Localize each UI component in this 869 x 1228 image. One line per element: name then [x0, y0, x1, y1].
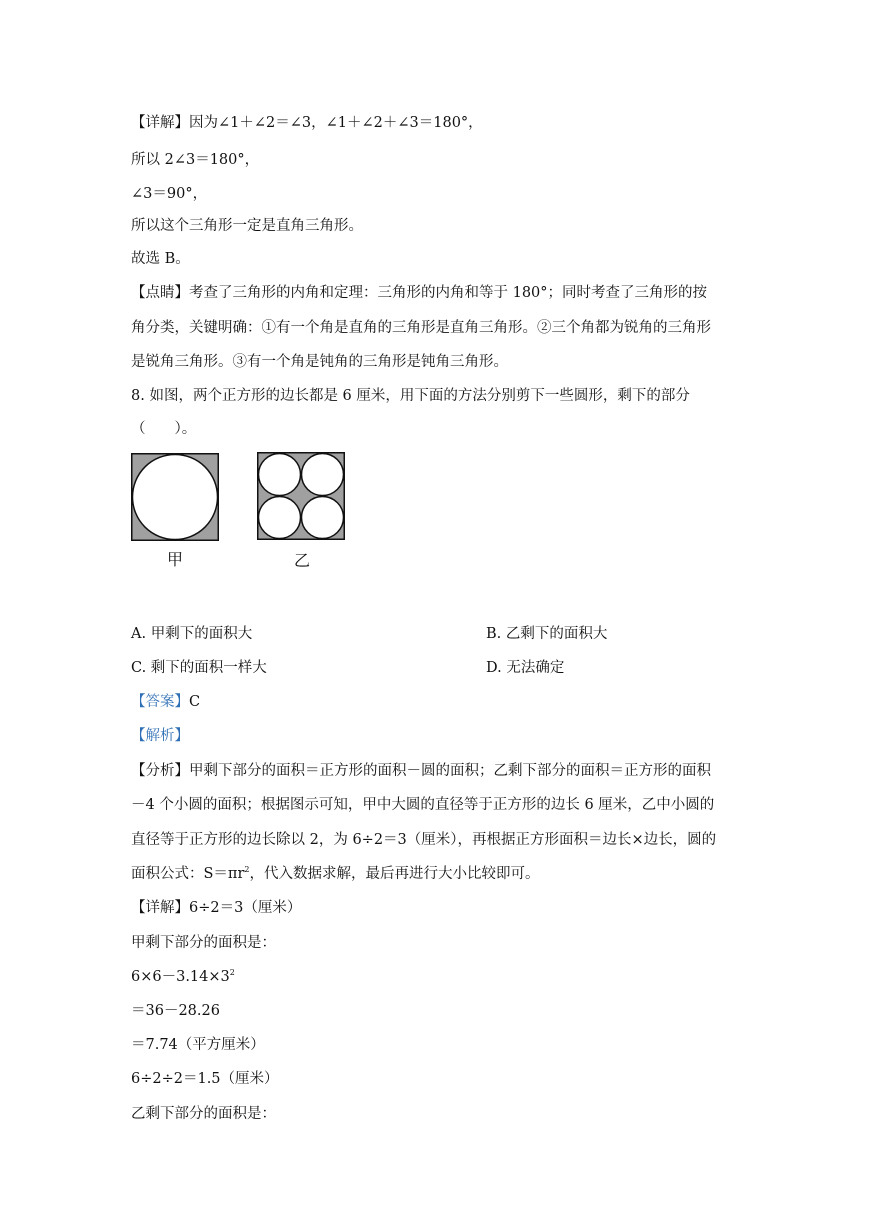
calc-prefix: 6×6－3.14×3	[131, 969, 230, 985]
detail-line-2: 所以 2∠3＝180°，	[131, 152, 260, 168]
analysis-line-4	[131, 864, 540, 884]
figure-label-yi: 乙	[294, 551, 311, 570]
question-stem: 8. 如图，两个正方形的边长都是 6 厘米，用下面的方法分别剪下一些圆形，剩下的部分	[131, 388, 690, 404]
detail-line-5: 故选 B。	[131, 251, 190, 267]
option-d: D. 无法确定	[486, 660, 565, 676]
detail2-line-3	[131, 967, 235, 987]
analysis-line-1: 【分析】甲剩下部分的面积＝正方形的面积－圆的面积；乙剩下部分的面积＝正方形的面积	[131, 763, 711, 779]
option-c: C. 剩下的面积一样大	[131, 660, 267, 676]
analysis-tag: 【解析】	[131, 728, 189, 744]
analysis-line-3: 直径等于正方形的边长除以 2，为 6÷2＝3（厘米），再根据正方形面积＝边长×边长，圆的	[131, 832, 717, 848]
detail2-line-6: 6÷2÷2＝1.5（厘米）	[131, 1071, 279, 1087]
analysis-line-2: －4 个小圆的面积；根据图示可知，甲中大圆的直径等于正方形的边长 6 厘米，乙中小圆的	[131, 797, 715, 813]
area-formula-exponent: 2	[244, 865, 250, 874]
detail-line-3: ∠3＝90°，	[131, 186, 208, 202]
detail2-line-7: 乙剩下部分的面积是：	[131, 1106, 276, 1122]
area-formula-prefix: 面积公式：S＝πr	[131, 866, 245, 882]
comment-line-2: 角分类，关键明确：①有一个角是直角的三角形是直角三角形。②三个角都为锐角的三角形	[131, 320, 711, 336]
detail2-line-4: ＝36－28.26	[131, 1003, 220, 1019]
detail-line-1: 【详解】因为∠1＋∠2＝∠3，∠1＋∠2＋∠3＝180°，	[131, 115, 483, 131]
answer-tag: 【答案】	[131, 694, 189, 710]
detail-line-4: 所以这个三角形一定是直角三角形。	[131, 218, 363, 234]
detail2-line-1: 【详解】6÷2＝3（厘米）	[131, 900, 302, 916]
calc-exponent: 2	[229, 968, 235, 977]
detail2-line-5: ＝7.74（平方厘米）	[131, 1037, 265, 1053]
figure-label-jia: 甲	[167, 550, 184, 569]
comment-line-1: 【点睛】考查了三角形的内角和定理：三角形的内角和等于 180°；同时考查了三角形的按	[131, 285, 708, 301]
option-a: A. 甲剩下的面积大	[131, 626, 253, 642]
figure-yi-square-with-four-circles	[257, 452, 345, 540]
area-formula-suffix: ，代入数据求解，最后再进行大小比较即可。	[249, 866, 540, 882]
question-blank: （ ）。	[131, 421, 197, 437]
comment-line-3: 是锐角三角形。③有一个角是钝角的三角形是钝角三角形。	[131, 354, 508, 370]
option-b: B. 乙剩下的面积大	[486, 626, 608, 642]
figure-jia-square-with-circle	[131, 453, 219, 541]
answer-line	[131, 692, 200, 712]
detail2-line-2: 甲剩下部分的面积是：	[131, 935, 276, 951]
answer-value: C	[189, 694, 201, 710]
